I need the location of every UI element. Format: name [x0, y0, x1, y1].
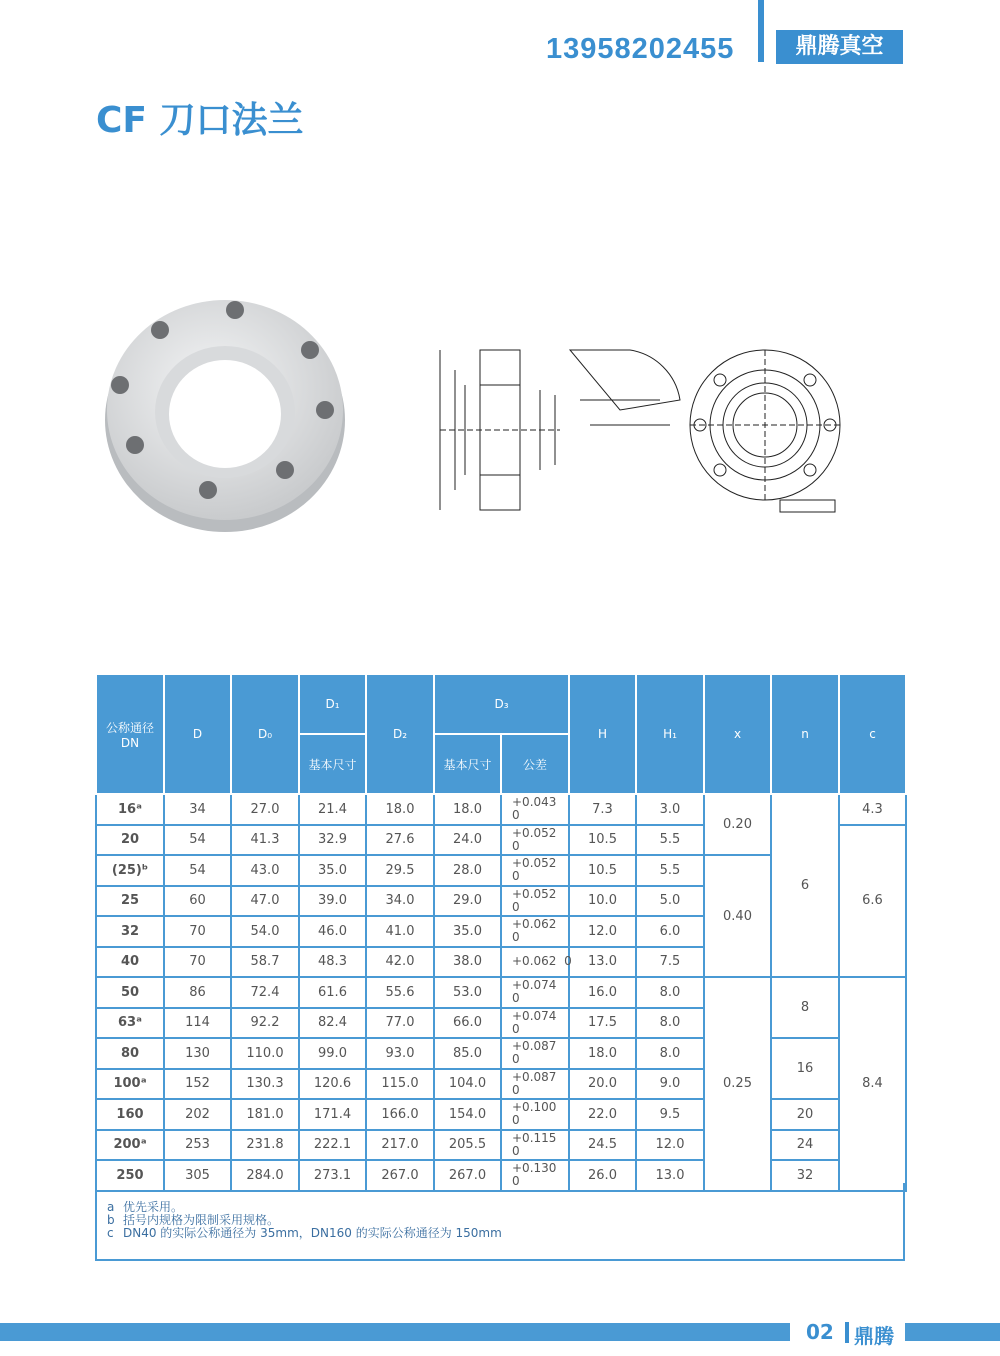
- cell-dn: 16ᵃ: [96, 794, 164, 825]
- header-d1-basic: 基本尺寸: [299, 734, 366, 794]
- cell-dn: 160: [96, 1099, 164, 1130]
- cell-dn: 100ᵃ: [96, 1069, 164, 1100]
- cell-d0: 72.4: [231, 977, 299, 1008]
- flange-spec-table: [95, 673, 907, 1192]
- cell-d0: 41.3: [231, 825, 299, 856]
- cell-c: 6.6: [839, 825, 906, 978]
- cell-d1: 82.4: [299, 1008, 366, 1039]
- cell-h: 18.0: [569, 1038, 636, 1069]
- cell-d3: 35.0: [434, 916, 501, 947]
- cell-d1: 222.1: [299, 1130, 366, 1161]
- note-b: b 括号内规格为限制采用规格。: [107, 1213, 280, 1227]
- footer-brand: 鼎腾: [854, 1324, 894, 1348]
- cell-d0: 92.2: [231, 1008, 299, 1039]
- cell-d0: 130.3: [231, 1069, 299, 1100]
- cell-d: 54: [164, 825, 231, 856]
- cell-d3: 66.0: [434, 1008, 501, 1039]
- cell-h1: 5.5: [636, 825, 704, 856]
- cell-dn: 200ᵃ: [96, 1130, 164, 1161]
- cell-h1: 5.5: [636, 855, 704, 886]
- cell-x: 0.25: [704, 977, 771, 1191]
- cell-d1: 171.4: [299, 1099, 366, 1130]
- cell-n: 8: [771, 977, 839, 1038]
- header-d0: D₀: [231, 674, 299, 794]
- cell-d3: 29.0: [434, 886, 501, 917]
- footer-bar-left: [0, 1323, 790, 1341]
- cell-n: 20: [771, 1099, 839, 1130]
- cell-tol: +0.052 0: [501, 886, 569, 917]
- cell-d2: 77.0: [366, 1008, 434, 1039]
- cell-dn: 80: [96, 1038, 164, 1069]
- cell-d2: 41.0: [366, 916, 434, 947]
- cell-d2: 217.0: [366, 1130, 434, 1161]
- cell-h1: 7.5: [636, 947, 704, 978]
- cell-tol: +0.100 0: [501, 1099, 569, 1130]
- header-h: H: [569, 674, 636, 794]
- cell-tol: +0.074 0: [501, 977, 569, 1008]
- cell-h1: 9.0: [636, 1069, 704, 1100]
- cell-dn: (25)ᵇ: [96, 855, 164, 886]
- cell-d2: 55.6: [366, 977, 434, 1008]
- cell-dn: 250: [96, 1160, 164, 1191]
- header-d1: D₁: [299, 674, 366, 734]
- cell-d: 130: [164, 1038, 231, 1069]
- header-d3-basic: 基本尺寸: [434, 734, 501, 794]
- cell-h: 10.5: [569, 825, 636, 856]
- cell-d1: 21.4: [299, 794, 366, 825]
- cell-c: 8.4: [839, 977, 906, 1191]
- technical-drawing: [420, 290, 850, 530]
- header-h1: H₁: [636, 674, 704, 794]
- cell-d0: 47.0: [231, 886, 299, 917]
- cell-x: 0.20: [704, 794, 771, 855]
- cell-d0: 110.0: [231, 1038, 299, 1069]
- page-title: CF 刀口法兰: [96, 100, 304, 141]
- cell-d3: 28.0: [434, 855, 501, 886]
- cell-h1: 9.5: [636, 1099, 704, 1130]
- cell-tol: +0.062 0: [501, 947, 569, 978]
- cell-d0: 58.7: [231, 947, 299, 978]
- cell-d2: 27.6: [366, 825, 434, 856]
- cell-d3: 205.5: [434, 1130, 501, 1161]
- cell-d2: 166.0: [366, 1099, 434, 1130]
- cell-d0: 284.0: [231, 1160, 299, 1191]
- cell-h: 13.0: [569, 947, 636, 978]
- note-a: a 优先采用。: [107, 1200, 184, 1214]
- cell-d3: 267.0: [434, 1160, 501, 1191]
- cell-tol: +0.062 0: [501, 916, 569, 947]
- table-row: [96, 977, 906, 1008]
- cell-d0: 181.0: [231, 1099, 299, 1130]
- note-c: c DN40 的实际公称通径为 35mm，DN160 的实际公称通径为 150mm: [107, 1226, 502, 1240]
- cell-d: 86: [164, 977, 231, 1008]
- header-d3-tol: 公差: [501, 734, 569, 794]
- cell-h: 22.0: [569, 1099, 636, 1130]
- cell-d1: 48.3: [299, 947, 366, 978]
- cell-d0: 54.0: [231, 916, 299, 947]
- cell-h: 10.5: [569, 855, 636, 886]
- cell-d0: 27.0: [231, 794, 299, 825]
- flange-photo: [100, 290, 350, 540]
- page-number: 02: [806, 1320, 834, 1344]
- footer-bar-right: [905, 1323, 1000, 1341]
- table-row: [96, 794, 906, 825]
- table-row: [96, 1099, 906, 1130]
- header-d: D: [164, 674, 231, 794]
- header-c: c: [839, 674, 906, 794]
- cell-d3: 154.0: [434, 1099, 501, 1130]
- cell-dn: 63ᵃ: [96, 1008, 164, 1039]
- cell-d1: 61.6: [299, 977, 366, 1008]
- cell-d2: 29.5: [366, 855, 434, 886]
- cell-h1: 8.0: [636, 1038, 704, 1069]
- cell-tol: +0.074 0: [501, 1008, 569, 1039]
- footer-divider: [845, 1322, 849, 1343]
- cell-d: 34: [164, 794, 231, 825]
- cell-h: 20.0: [569, 1069, 636, 1100]
- cell-d3: 85.0: [434, 1038, 501, 1069]
- cell-h1: 3.0: [636, 794, 704, 825]
- cell-d: 202: [164, 1099, 231, 1130]
- cell-d1: 39.0: [299, 886, 366, 917]
- cell-d: 114: [164, 1008, 231, 1039]
- table-row: [96, 1038, 906, 1069]
- cell-d2: 42.0: [366, 947, 434, 978]
- cell-dn: 50: [96, 977, 164, 1008]
- cell-d0: 231.8: [231, 1130, 299, 1161]
- cell-d2: 267.0: [366, 1160, 434, 1191]
- cell-h1: 6.0: [636, 916, 704, 947]
- header-x: x: [704, 674, 771, 794]
- cell-dn: 40: [96, 947, 164, 978]
- cell-d: 60: [164, 886, 231, 917]
- cell-h: 10.0: [569, 886, 636, 917]
- cell-c: 4.3: [839, 794, 906, 825]
- cell-d: 152: [164, 1069, 231, 1100]
- cell-d2: 93.0: [366, 1038, 434, 1069]
- cell-h: 12.0: [569, 916, 636, 947]
- cell-d3: 104.0: [434, 1069, 501, 1100]
- cell-d1: 99.0: [299, 1038, 366, 1069]
- cell-d: 54: [164, 855, 231, 886]
- cell-d: 70: [164, 947, 231, 978]
- cell-d3: 53.0: [434, 977, 501, 1008]
- cell-d1: 32.9: [299, 825, 366, 856]
- cell-dn: 20: [96, 825, 164, 856]
- header-divider: [758, 0, 764, 62]
- header-d3: D₃: [434, 674, 569, 734]
- cell-tol: +0.087 0: [501, 1038, 569, 1069]
- cell-d1: 273.1: [299, 1160, 366, 1191]
- brand-badge: 鼎腾真空: [776, 30, 903, 64]
- cell-h: 17.5: [569, 1008, 636, 1039]
- cell-h: 7.3: [569, 794, 636, 825]
- cell-d1: 35.0: [299, 855, 366, 886]
- cell-d3: 18.0: [434, 794, 501, 825]
- cell-d2: 115.0: [366, 1069, 434, 1100]
- cell-d0: 43.0: [231, 855, 299, 886]
- cell-tol: +0.043 0: [501, 794, 569, 825]
- cell-dn: 25: [96, 886, 164, 917]
- cell-h1: 13.0: [636, 1160, 704, 1191]
- cell-tol: +0.115 0: [501, 1130, 569, 1161]
- cell-tol: +0.087 0: [501, 1069, 569, 1100]
- cell-dn: 32: [96, 916, 164, 947]
- cell-x: 0.40: [704, 855, 771, 977]
- cell-n: 6: [771, 794, 839, 977]
- header-dn: 公称通径 DN: [96, 674, 164, 794]
- cell-d2: 34.0: [366, 886, 434, 917]
- cell-h: 24.5: [569, 1130, 636, 1161]
- phone-number: 13958202455: [546, 33, 735, 65]
- cell-d2: 18.0: [366, 794, 434, 825]
- header-d2: D₂: [366, 674, 434, 794]
- cell-tol: +0.130 0: [501, 1160, 569, 1191]
- cell-tol: +0.052 0: [501, 825, 569, 856]
- header-n: n: [771, 674, 839, 794]
- cell-n: 32: [771, 1160, 839, 1191]
- cell-h1: 8.0: [636, 977, 704, 1008]
- cell-d1: 120.6: [299, 1069, 366, 1100]
- table-notes: [95, 1183, 905, 1261]
- cell-tol: +0.052 0: [501, 855, 569, 886]
- cell-d: 253: [164, 1130, 231, 1161]
- cell-d: 70: [164, 916, 231, 947]
- cell-h1: 5.0: [636, 886, 704, 917]
- cell-n: 16: [771, 1038, 839, 1099]
- cell-n: 24: [771, 1130, 839, 1161]
- cell-h: 26.0: [569, 1160, 636, 1191]
- table-row: [96, 1130, 906, 1161]
- cell-d1: 46.0: [299, 916, 366, 947]
- cell-h1: 12.0: [636, 1130, 704, 1161]
- cell-h1: 8.0: [636, 1008, 704, 1039]
- cell-d3: 38.0: [434, 947, 501, 978]
- cell-h: 16.0: [569, 977, 636, 1008]
- cell-d: 305: [164, 1160, 231, 1191]
- cell-d3: 24.0: [434, 825, 501, 856]
